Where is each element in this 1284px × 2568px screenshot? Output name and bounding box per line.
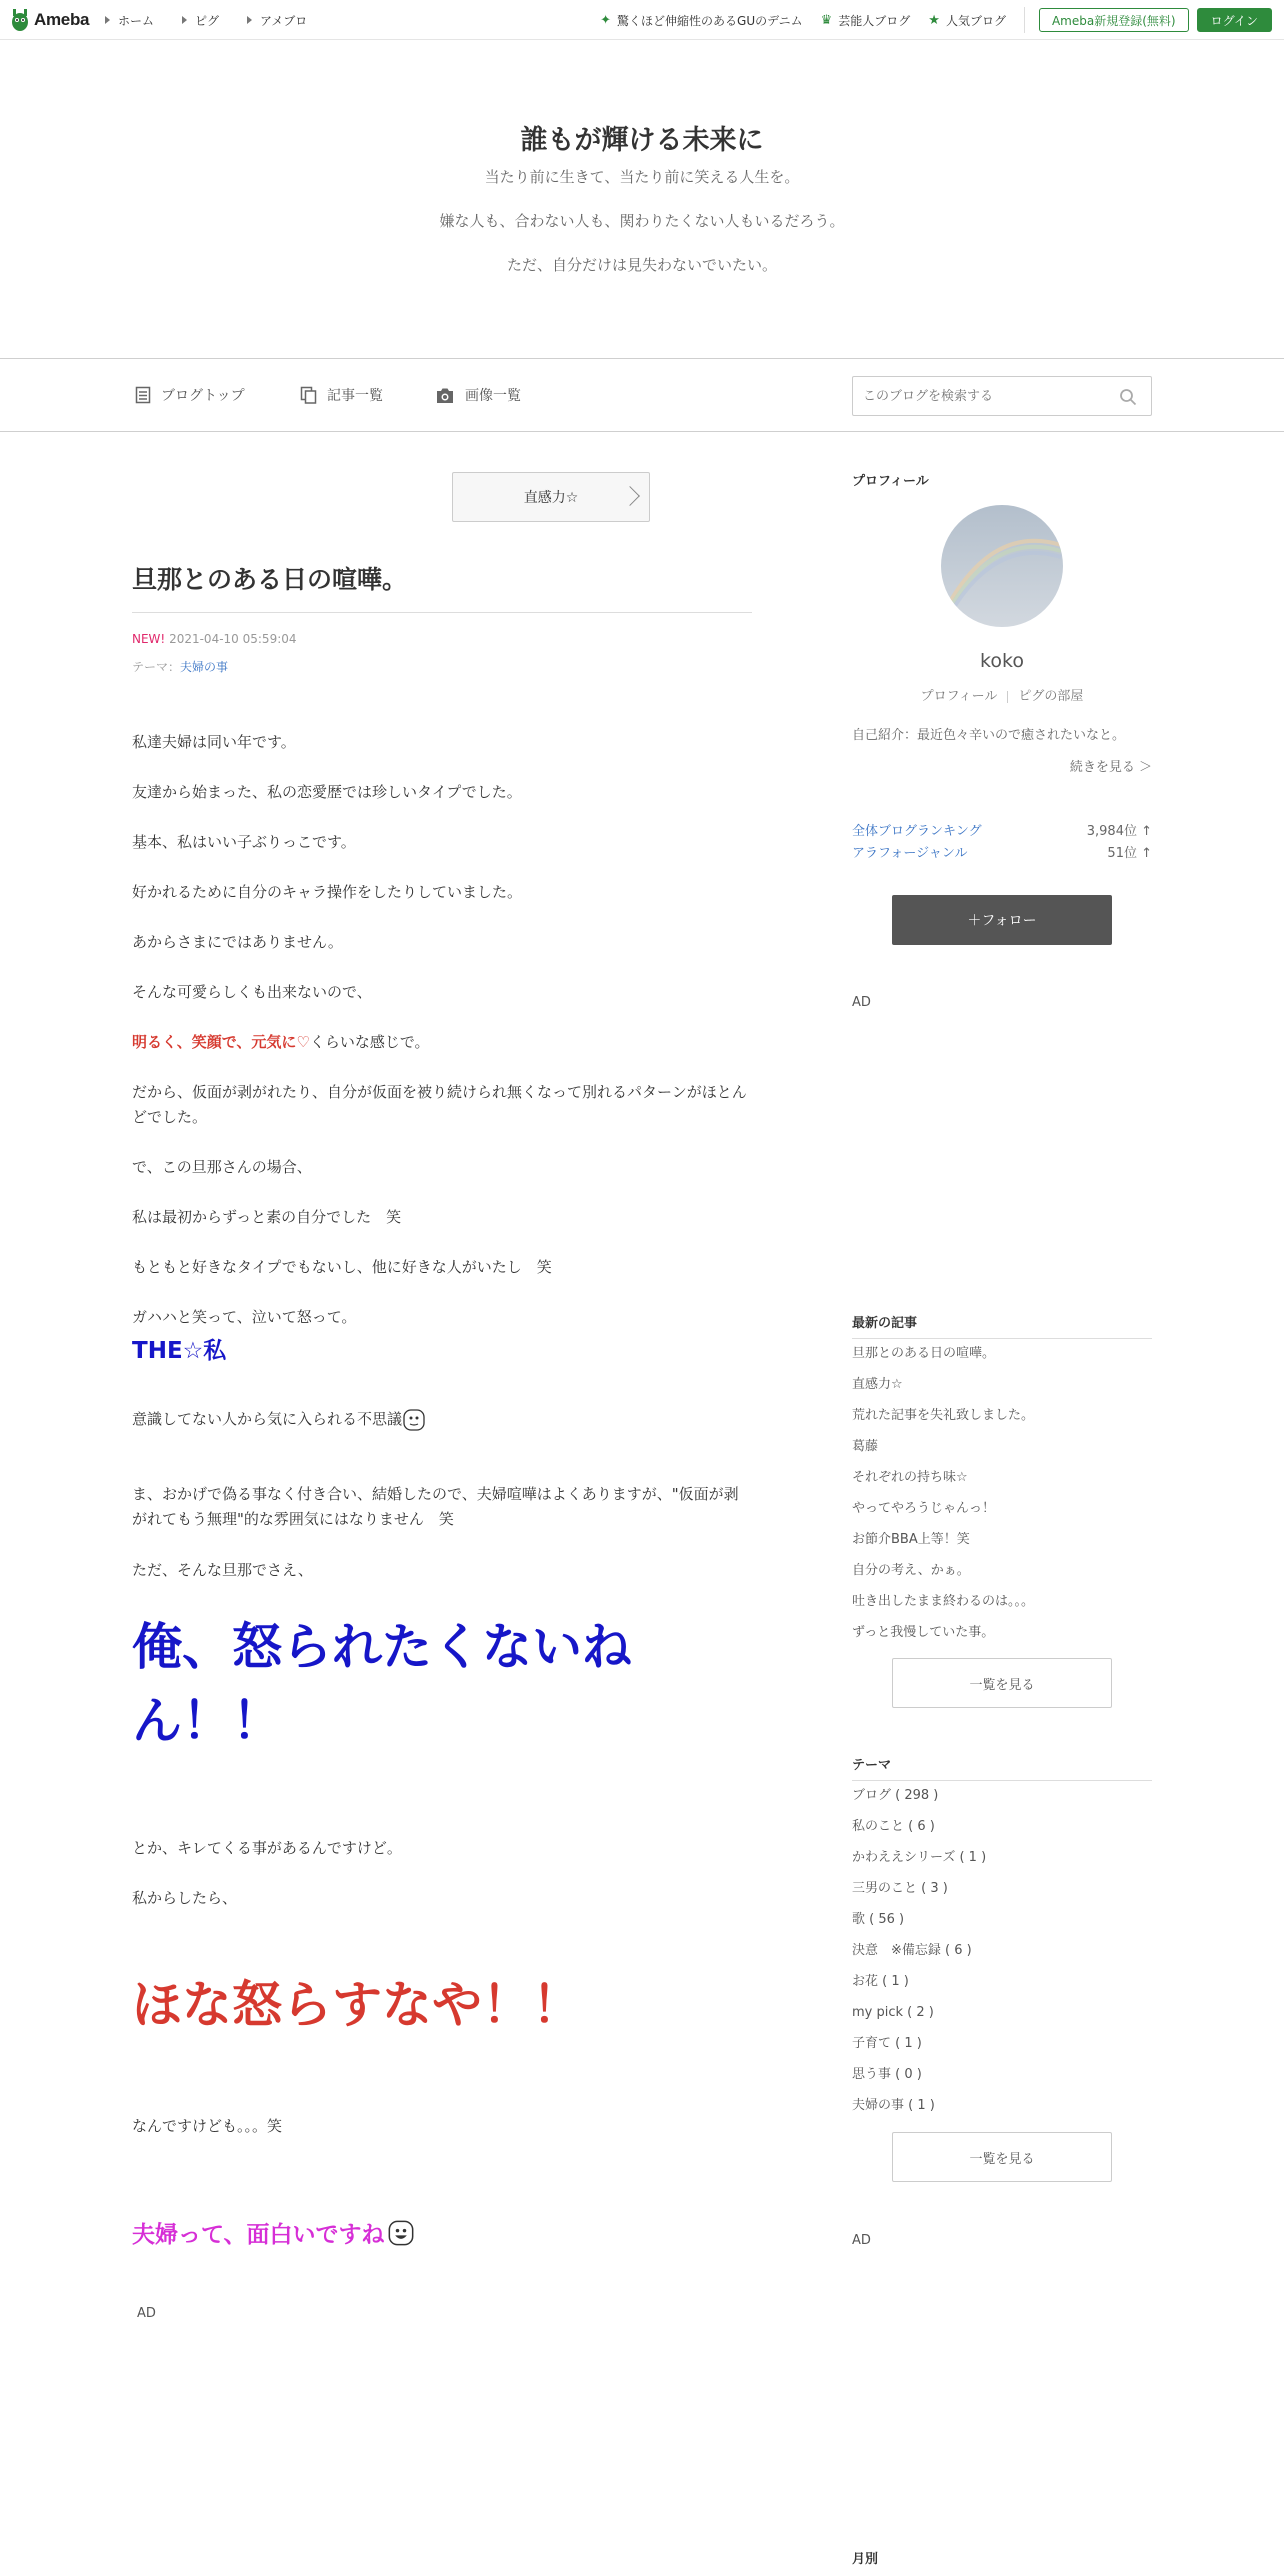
recent-list [852,1338,1034,1648]
pig-room-link[interactable]: ピグの部屋 [1018,689,1084,704]
article-title[interactable]: 旦那とのある日の喧嘩。 [132,565,408,594]
top-bar [0,0,1284,40]
red-emphasis: 明るく、笑顔で、元気に♡ [132,1033,310,1051]
theme-item[interactable]: my pick ( 2 ) [852,2005,934,2020]
camera-icon [435,387,455,404]
recent-item[interactable]: 荒れた記事を失礼致しました。 [852,1408,1035,1423]
ranking-row [852,820,1152,839]
article-meta [132,632,297,646]
theme-link[interactable]: 夫婦の事 [180,660,229,674]
star-icon: ★ [928,12,940,28]
paragraph: ただ、そんな旦那でさえ、 [132,1561,313,1579]
ad-label: AD [852,995,871,1010]
profile-intro: 自己紹介：最近色々辛いので癒されたいなと。 [852,728,1126,743]
paragraph: 私達夫婦は同い年です。 [132,733,296,751]
nav-blog-top[interactable]: ブログトップ [135,359,245,431]
nav-ameblo[interactable]: アメブロ [247,12,307,29]
paragraph: 好かれるために自分のキャラ操作をしたりしていました。 [132,883,523,901]
recent-item[interactable]: 葛藤 [852,1439,879,1454]
ranking-link[interactable]: アラフォージャンル [852,846,968,861]
theme-item[interactable]: 子育て ( 1 ) [852,2036,922,2051]
paragraph: そんな可愛らしくも出来ないので、 [132,983,372,1001]
paragraph: で、この旦那さんの場合、 [132,1158,312,1176]
copy-icon [300,386,317,404]
theme-item[interactable]: ブログ ( 298 ) [852,1788,939,1803]
paragraph: だから、仮面が剥がれたり、自分が仮面を被り続けられ無くなって別れるパターンがほとんどでした。 [132,1083,747,1126]
paragraph: 基本、私はいい子ぶりっこです。 [132,833,356,851]
theme-more-button[interactable]: 一覧を見る [892,2132,1112,2182]
paragraph: 友達から始まった、私の恋愛歴では珍しいタイプでした。 [132,783,522,801]
recent-item[interactable]: ずっと我慢していた事。 [852,1625,995,1640]
paragraph: なんですけども。。。笑 [132,2117,283,2135]
paragraph: 私は最初からずっと素の自分でした 笑 [132,1208,402,1226]
theme-item[interactable]: かわええシリーズ ( 1 ) [852,1850,987,1865]
the-me-heading: THE☆私 [132,1338,227,1364]
theme-item[interactable]: 決意 ※備忘録 ( 6 ) [852,1943,972,1958]
triangle-icon [182,16,187,24]
logo-text: Ameba [34,10,90,29]
promo-link[interactable]: ✦ 驚くほど伸縮性のあるGUのデニム [600,12,803,28]
chevron-right-icon [620,486,640,506]
ranking-row [852,842,1152,861]
nav-image-list[interactable]: 画像一覧 [435,359,521,431]
blog-search[interactable] [852,376,1152,416]
paragraph: もともと好きなタイプでもないし、他に好きな人がいたし 笑 [132,1258,552,1276]
divider [132,612,752,613]
read-more-link[interactable]: 続きを見る ＞ [1069,760,1152,775]
divider [1007,691,1008,703]
paragraph: とか、キレてくる事があるんですけど。 [132,1839,402,1857]
profile-name[interactable]: koko [980,650,1024,672]
divider [1024,7,1025,33]
theme-item[interactable]: お花 ( 1 ) [852,1974,909,1989]
nav-article-list[interactable]: 記事一覧 [300,359,383,431]
recent-more-button[interactable]: 一覧を見る [892,1658,1112,1708]
ad-label: AD [852,2233,871,2248]
theme-item[interactable]: 私のこと ( 6 ) [852,1819,935,1834]
paragraph: 明るく、笑顔で、元気に♡くらいな感じで。 [132,1033,430,1051]
big-reply: ほな怒らすなや！！ [132,1976,582,2034]
ameba-logo[interactable] [10,7,89,33]
triangle-icon [105,16,110,24]
ranking-link[interactable]: 全体ブログランキング [852,824,982,839]
article-theme: テーマ：夫婦の事 [132,660,229,674]
ameba-mascot-icon [10,7,30,33]
blog-desc-line: 当たり前に生きて、当たり前に笑える人生を。 [484,168,800,186]
ranking-value: 51位 ↑ [1107,846,1152,861]
recent-item[interactable]: やってやろうじゃんっ！ [852,1501,996,1516]
blog-title[interactable]: 誰もが輝ける未来に [520,125,764,156]
celebrity-blog-link[interactable]: ♛ 芸能人ブログ [820,12,911,28]
theme-item[interactable]: 歌 ( 56 ) [852,1912,905,1927]
blog-header [0,40,1284,358]
follow-button[interactable]: ＋フォロー [892,895,1112,945]
paragraph: ガハハと笑って、泣いて怒って。 [132,1308,357,1326]
previous-article-button[interactable]: 直感力☆ [452,472,650,522]
search-icon[interactable] [1119,388,1137,406]
profile-link[interactable]: プロフィール [920,689,998,704]
login-button[interactable]: ログイン [1197,8,1272,32]
nav-home[interactable]: ホーム [105,12,154,29]
theme-item[interactable]: 三男のこと ( 3 ) [852,1881,948,1896]
top-nav [105,0,307,40]
recent-item[interactable]: それぞれの持ち味☆ [852,1470,968,1485]
profile-links [852,685,1152,704]
nav-pig[interactable]: ピグ [182,12,219,29]
new-badge: NEW! [132,632,166,646]
recent-item[interactable]: 自分の考え、かぁ。 [852,1563,970,1578]
ad-label: AD [137,2306,156,2321]
article-date: 2021-04-10 05:59:04 [169,632,297,646]
document-icon [135,386,151,404]
ranking-value: 3,984位 ↑ [1086,824,1152,839]
triangle-icon [247,16,252,24]
closing-line: 夫婦って、面白いですね [132,2216,415,2249]
recent-item[interactable]: 直感力☆ [852,1377,903,1392]
blog-nav [0,358,1284,432]
smile-emoji-icon [387,2219,415,2247]
theme-list [852,1780,986,2121]
theme-heading: テーマ [852,1758,892,1773]
theme-item[interactable]: 思う事 ( 0 ) [852,2067,922,2082]
paragraph: 私からしたら、 [132,1889,238,1907]
big-quote: 俺、怒られたくないねん！！ [132,1618,632,1750]
register-button[interactable]: Ameba新規登録(無料) [1039,8,1189,32]
blog-desc-line: ただ、自分だけは見失わないでいたい。 [506,256,777,274]
paragraph: 意識してない人から気に入られる不思議 [132,1407,752,1432]
theme-item[interactable]: 夫婦の事 ( 1 ) [852,2098,935,2113]
avatar[interactable] [941,505,1063,627]
profile-heading: プロフィール [852,474,929,489]
sparkle-icon: ✦ [600,12,612,28]
top-right [600,0,1272,40]
recent-item[interactable]: 吐き出したまま終わるのは。。。 [852,1594,1035,1609]
monthly-heading: 月別 [852,2552,879,2567]
recent-item[interactable]: 旦那とのある日の喧嘩。 [852,1346,996,1361]
paragraph: ま、おかげで偽る事なく付き合い、結婚したので、夫婦喧嘩はよくありますが、"仮面が剥がれてもう無理"的な雰囲気にはなりません 笑 [132,1485,739,1528]
face-emoji-icon [402,1408,426,1432]
recent-item[interactable]: お節介BBA上等！笑 [852,1532,970,1547]
popular-blog-link[interactable]: ★ 人気ブログ [928,12,1006,28]
crown-icon: ♛ [820,12,833,28]
recent-heading: 最新の記事 [852,1316,918,1331]
paragraph: あからさまにではありません。 [132,933,343,951]
blog-desc-line: 嫌な人も、合わない人も、関わりたくない人もいるだろう。 [439,212,845,230]
search-input[interactable] [853,377,1093,415]
